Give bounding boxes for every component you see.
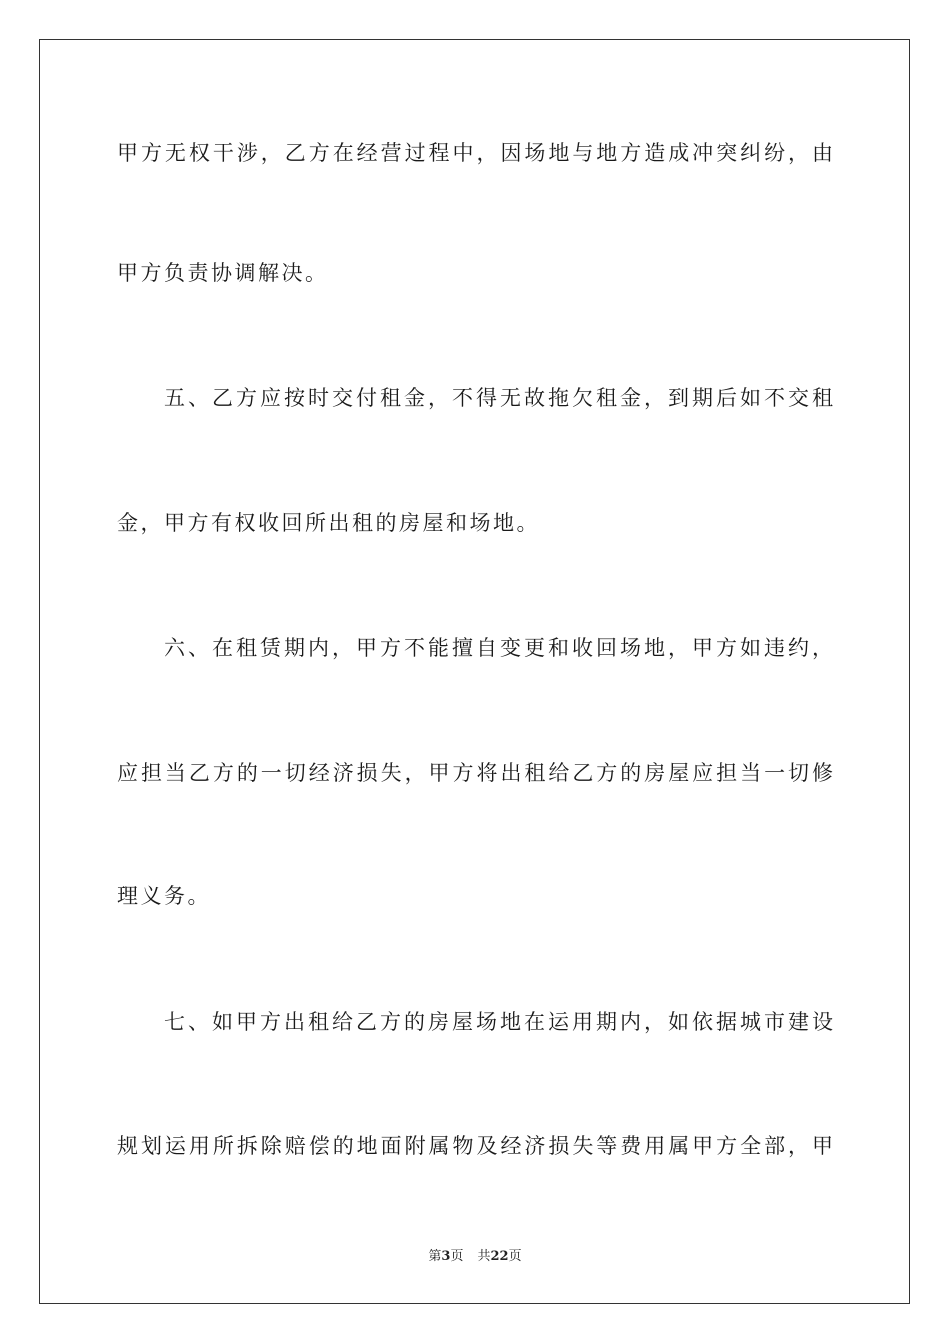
- body-line-1: 甲方无权干涉，乙方在经营过程中，因场地与地方造成冲突纠纷，由: [117, 141, 833, 165]
- body-line-2: 甲方负责协调解决。: [117, 261, 329, 285]
- clause-5-line-1: 五、乙方应按时交付租金，不得无故拖欠租金，到期后如不交租: [164, 386, 833, 410]
- page-border: [39, 39, 910, 1304]
- clause-7-line-1: 七、如甲方出租给乙方的房屋场地在运用期内，如依据城市建设: [164, 1010, 833, 1034]
- total-pages: 22: [490, 1249, 509, 1264]
- total-prefix: 共: [477, 1249, 491, 1264]
- page-suffix: 页: [450, 1249, 464, 1264]
- page-number: 3: [441, 1249, 451, 1264]
- clause-5-line-2: 金，甲方有权收回所出租的房屋和场地。: [117, 511, 540, 535]
- clause-7-line-2: 规划运用所拆除赔偿的地面附属物及经济损失等费用属甲方全部，甲: [117, 1134, 833, 1158]
- page-prefix: 第: [428, 1249, 442, 1264]
- clause-6-line-1: 六、在租赁期内，甲方不能擅自变更和收回场地，甲方如违约，: [164, 636, 833, 660]
- total-suffix: 页: [508, 1249, 522, 1264]
- clause-6-line-2: 应担当乙方的一切经济损失，甲方将出租给乙方的房屋应担当一切修: [117, 761, 833, 785]
- page-footer: [0, 1248, 950, 1266]
- clause-6-line-3: 理义务。: [117, 884, 211, 908]
